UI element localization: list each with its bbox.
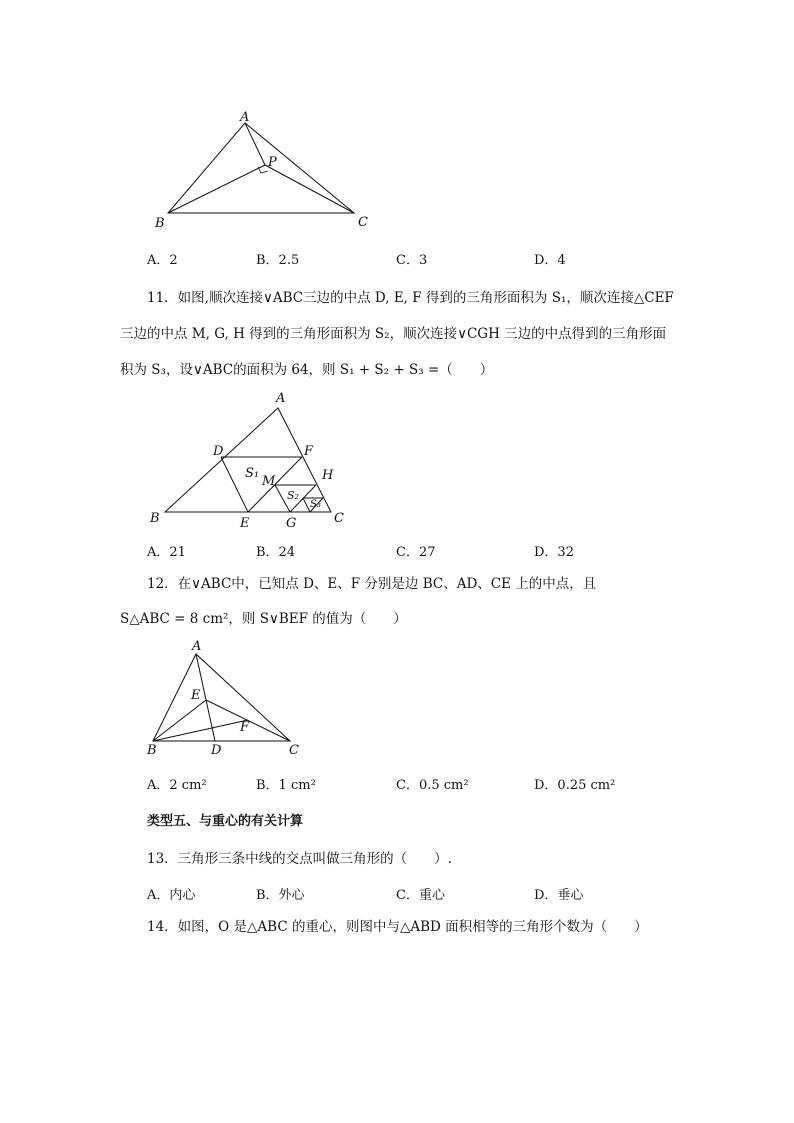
label-d: D (213, 444, 224, 459)
label-b: B (147, 743, 157, 758)
label-f: F (240, 720, 250, 735)
q11-option-c: C．27 (396, 545, 436, 560)
label-p: P (268, 155, 277, 170)
figure-triangle-abp (140, 105, 380, 235)
label-e: E (191, 688, 201, 703)
label-e: E (240, 516, 250, 530)
q11-line-2: 三边的中点 M, G, H 得到的三角形面积为 S₂，顺次连接∨CGH 三边的中点得到的三角形面 (120, 326, 667, 342)
q12-line-1: 12．在∨ABC中，已知点 D、E、F 分别是边 BC、AD、CE 上的中点，且 (147, 576, 597, 592)
section-title: 类型五、与重心的有关计算 (147, 814, 304, 829)
q11-line-1: 11．如图,顺次连接∨ABC三边的中点 D, E, F 得到的三角形面积为 S₁，顺次连接△CEF (147, 290, 674, 306)
label-a: A (192, 639, 202, 654)
label-g: G (286, 516, 297, 530)
q11-option-a: A．21 (147, 545, 186, 560)
q12-line-2: S△ABC = 8 cm²，则 S∨BEF 的值为（ ） (120, 611, 407, 627)
label-h: H (322, 468, 334, 483)
label-d: D (211, 743, 222, 758)
q13-option-b: B．外心 (256, 888, 305, 903)
q12-option-d: D．0.25 cm² (534, 778, 616, 793)
figure-triangle-bef (140, 636, 310, 760)
q10-option-d: D．4 (534, 253, 566, 268)
q10-option-a: A．2 (147, 253, 178, 268)
q12-option-c: C．0.5 cm² (396, 778, 469, 793)
label-a: A (276, 391, 286, 406)
label-s1: S₁ (245, 466, 260, 481)
label-s3: S₃ (310, 499, 321, 510)
label-b: B (150, 511, 160, 526)
q10-option-b: B．2.5 (256, 253, 300, 268)
q13-option-d: D．垂心 (534, 888, 584, 903)
q12-option-a: A．2 cm² (147, 778, 207, 793)
q11-option-b: B．24 (256, 545, 296, 560)
q12-option-b: B．1 cm² (256, 778, 316, 793)
label-c: C (358, 215, 368, 230)
q13-option-a: A．内心 (147, 888, 196, 903)
figure-nested-triangles (145, 388, 360, 530)
q10-option-c: C．3 (396, 253, 428, 268)
q13-option-c: C．重心 (396, 888, 445, 903)
q11-option-d: D．32 (534, 545, 574, 560)
q14-line-1: 14．如图，O 是△ABC 的重心，则图中与△ABD 面积相等的三角形个数为（ ） (147, 919, 648, 935)
label-c: C (289, 743, 299, 758)
q13-line-1: 13．三角形三条中线的交点叫做三角形的（ ）. (147, 851, 452, 867)
q11-line-3: 积为 S₃，设∨ABC的面积为 64，则 S₁ + S₂ + S₃ =（ ） (120, 362, 494, 378)
label-f: F (304, 444, 314, 459)
label-m: M (262, 474, 276, 489)
label-b: B (155, 216, 165, 231)
label-c: C (334, 511, 344, 526)
label-s2: S₂ (287, 489, 299, 502)
label-a: A (240, 110, 250, 125)
